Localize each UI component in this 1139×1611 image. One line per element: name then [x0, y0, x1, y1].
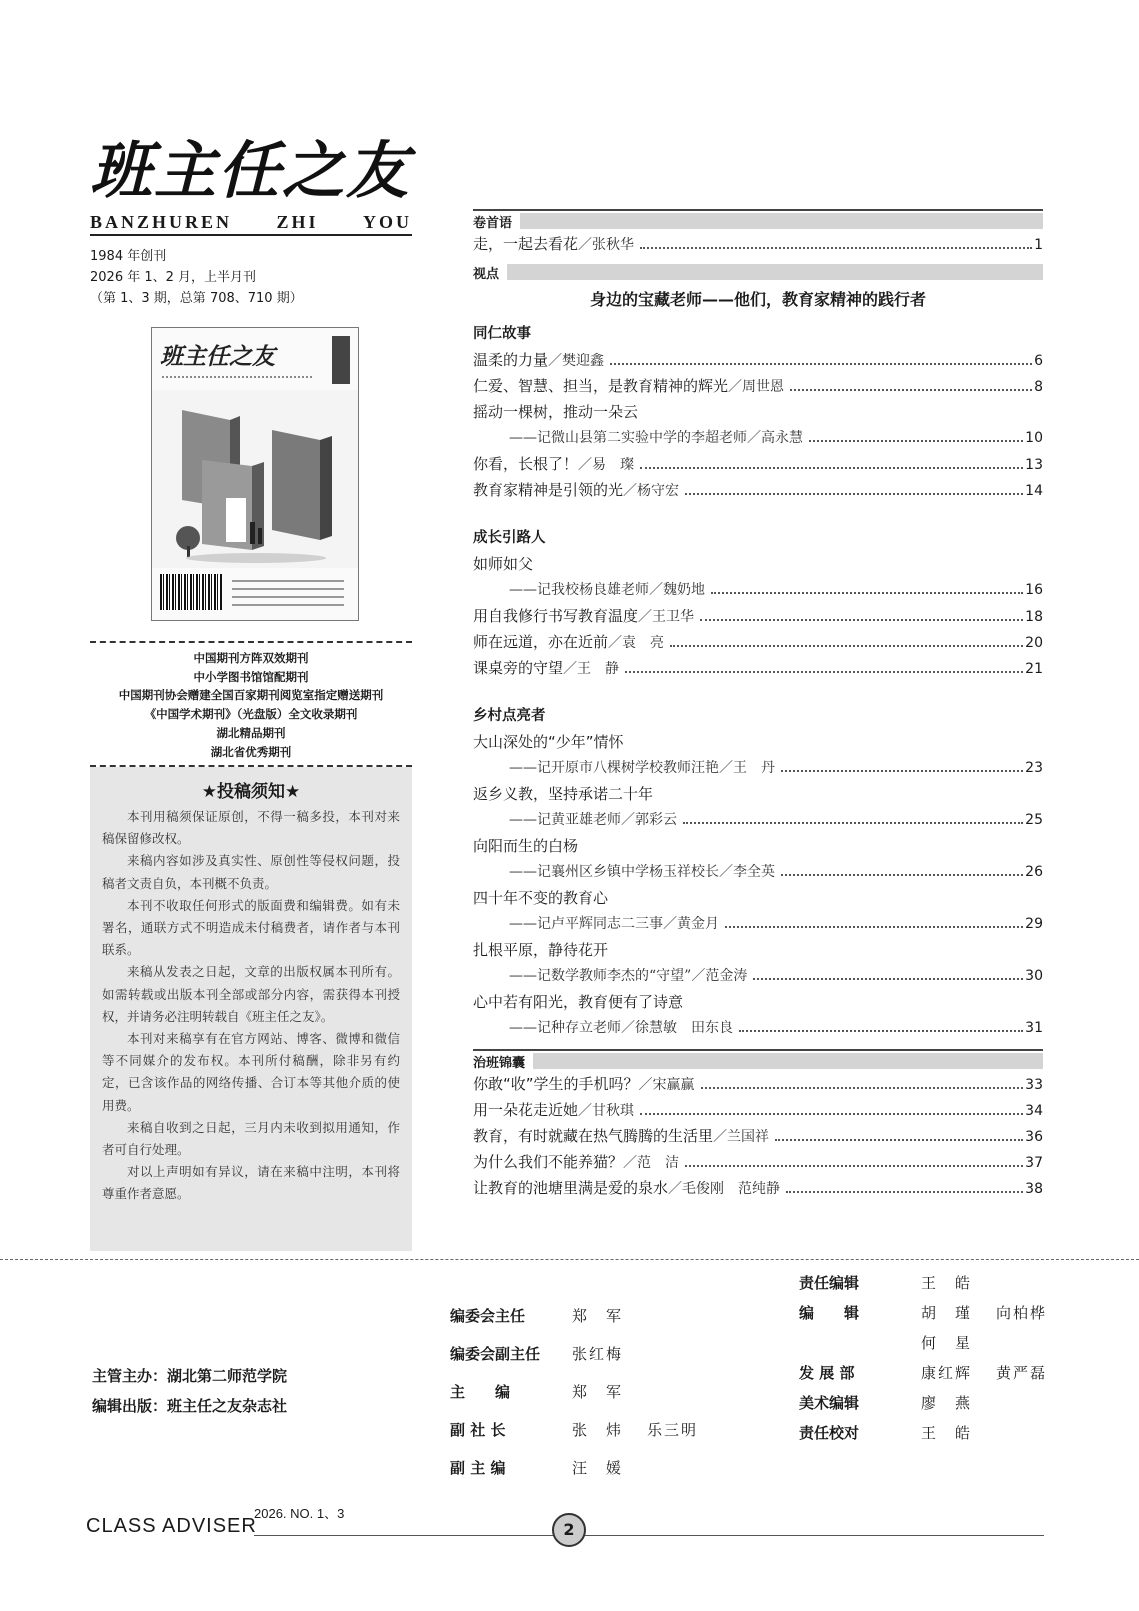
entry-title[interactable]: 向阳而生的白杨 — [473, 837, 579, 855]
entry-author: 周世恩 — [742, 379, 785, 395]
entry-page: 34 — [1025, 1103, 1043, 1119]
staff-role: 主 编 — [450, 1383, 511, 1401]
cover-barcode — [160, 574, 222, 610]
entry-page: 33 — [1025, 1077, 1043, 1093]
entry-subtitle: ——记黄亚雄老师 — [509, 812, 621, 828]
staff-name: 胡 瑾 — [921, 1304, 973, 1322]
section-tag: 治班锦囊 — [473, 1055, 526, 1071]
cover-fine-print — [232, 580, 344, 610]
entry-author: 范 洁 — [637, 1155, 680, 1171]
notice-paragraph: 来稿内容如涉及真实性、原创性等侵权问题，投稿者文责自负，本刊概不负责。 — [102, 853, 400, 891]
staff-row — [799, 1268, 1047, 1298]
staff-role: 责任校对 — [799, 1424, 860, 1442]
entry-author: 宋赢赢 — [652, 1077, 695, 1093]
footer-rule — [254, 1535, 1044, 1536]
footer-magazine-name: CLASS ADVISER — [86, 1515, 257, 1537]
staff-name: 向柏桦 — [996, 1304, 1048, 1322]
entry-subtitle: ——记微山县第二实验中学的李超老师 — [509, 430, 747, 446]
entry-page: 18 — [1025, 609, 1043, 625]
honor-item: 《中国学术期刊》（光盘版）全文收录期刊 — [144, 707, 358, 722]
entry-author: 范金涛 — [705, 968, 748, 984]
subsection-heading: 同仁故事 — [473, 326, 531, 342]
staff-row — [450, 1335, 698, 1373]
staff-name: 何 星 — [921, 1334, 973, 1352]
staff-name: 张 炜 — [572, 1421, 624, 1439]
entry-author: 王 静 — [577, 661, 620, 677]
entry-page: 31 — [1025, 1020, 1043, 1036]
staff-role: 副 主 编 — [450, 1459, 506, 1477]
pinyin-part-2: ZHI — [276, 212, 319, 232]
submission-notice — [90, 767, 412, 1251]
section-tag: 视点 — [473, 266, 500, 282]
staff-row — [799, 1388, 1047, 1418]
honor-item: 中国期刊方阵双效期刊 — [193, 651, 309, 665]
issue-date: 2026 年 1、2 月，上半月刊 — [90, 270, 257, 285]
staff-role: 责任编辑 — [799, 1274, 860, 1292]
toc-entry[interactable]: ——记襄州区乡镇中学杨玉祥校长 ／ 李全英 26 — [473, 859, 1043, 885]
issue-number: （第 1、3 期，总第 708、710 期） — [90, 291, 303, 306]
toc-entry[interactable]: 教育家精神是引领的光 ／ 杨守宏 14 — [473, 477, 1043, 503]
entry-title: 师在远道，亦在近前 — [473, 633, 609, 651]
page-footer — [86, 1503, 1046, 1543]
footer-divider — [0, 1259, 1139, 1260]
magazine-logo: 班主任之友 — [90, 134, 411, 207]
staff-row — [799, 1328, 1047, 1358]
entry-page: 23 — [1025, 760, 1043, 776]
staff-name: 廖 燕 — [921, 1394, 973, 1412]
subsection-heading: 乡村点亮者 — [473, 708, 546, 724]
entry-title: 你看，长根了！ — [473, 455, 579, 473]
entry-title[interactable]: 返乡义教，坚持承诺二十年 — [473, 785, 654, 803]
entry-subtitle: ——记卢平辉同志二三事 — [509, 916, 663, 932]
notice-title: ★投稿须知★ — [201, 782, 301, 802]
staff-name: 王 皓 — [921, 1424, 973, 1442]
toc-entry[interactable]: 教育，有时就藏在热气腾腾的生活里 ／ 兰国祥 36 — [473, 1123, 1043, 1149]
staff-row — [799, 1298, 1047, 1328]
entry-page: 20 — [1025, 635, 1043, 651]
notice-paragraph: 本刊不收取任何形式的版面费和编辑费。如有未署名，通联方式不明造成未付稿费者，请作者与本刊联系。 — [102, 897, 400, 958]
entry-author: 李全英 — [733, 864, 775, 880]
entry-title: 教育家精神是引领的光 — [473, 481, 624, 499]
staff-name: 乐三明 — [647, 1421, 699, 1439]
staff-role — [799, 1328, 921, 1358]
staff-name: 黄严磊 — [996, 1364, 1048, 1382]
entry-page: 38 — [1025, 1181, 1043, 1197]
entry-subtitle: ——记开原市八棵树学校教师汪艳 — [509, 760, 719, 776]
toc-entry[interactable]: 仁爱、智慧、担当，是教育精神的辉光 ／ 周世恩 8 — [473, 373, 1043, 399]
entry-title: 仁爱、智慧、担当，是教育精神的辉光 — [473, 377, 729, 395]
entry-author: 黄金月 — [677, 916, 719, 932]
entry-title: 让教育的池塘里满是爱的泉水 — [473, 1179, 669, 1197]
toc-entry[interactable]: 为什么我们不能养猫？ ／ 范 洁 37 — [473, 1149, 1043, 1175]
entry-author: 樊迎鑫 — [562, 353, 605, 369]
entry-page: 6 — [1034, 353, 1043, 369]
honor-item: 中小学图书馆馆配期刊 — [193, 669, 309, 684]
table-of-contents — [473, 205, 1043, 1201]
entry-author: 张秋华 — [592, 237, 635, 253]
entry-page: 30 — [1025, 968, 1043, 984]
toc-entry[interactable]: ——记开原市八棵树学校教师汪艳 ／ 王 丹 23 — [473, 755, 1043, 781]
entry-author: 王 丹 — [733, 760, 775, 776]
staff-role: 编 辑 — [799, 1304, 860, 1322]
section-tag: 卷首语 — [473, 215, 513, 231]
entry-subtitle: ——记我校杨良雄老师 — [509, 582, 649, 598]
entry-page: 13 — [1025, 457, 1043, 473]
toc-entry[interactable]: 你敢“收”学生的手机吗？ ／ 宋赢赢 33 — [473, 1071, 1043, 1097]
cover-logo: 班主任之友 — [160, 343, 275, 370]
notice-paragraph: 来稿自收到之日起，三月内未收到拟用通知，作者可自行处理。 — [102, 1119, 400, 1158]
staff-role: 编委会副主任 — [450, 1345, 541, 1363]
pinyin-part-1: BANZHUREN — [90, 212, 233, 232]
staff-row — [799, 1358, 1047, 1388]
entry-title: 为什么我们不能养猫？ — [473, 1153, 624, 1171]
toc-entry[interactable]: 用一朵花走近她 ／ 甘秋琪 34 — [473, 1097, 1043, 1123]
entry-page: 16 — [1025, 582, 1043, 598]
entry-title[interactable]: 大山深处的“少年”情怀 — [473, 733, 624, 751]
publication-info — [90, 246, 412, 309]
entry-author: 毛俊刚 范纯静 — [682, 1181, 781, 1197]
entry-page: 36 — [1025, 1129, 1043, 1145]
toc-entry[interactable]: 温柔的力量 ／ 樊迎鑫 6 — [473, 347, 1043, 373]
staff-role: 美术编辑 — [799, 1394, 860, 1412]
entry-title: 用自我修行书写教育温度 — [473, 607, 639, 625]
entry-subtitle: ——记种存立老师 — [509, 1020, 621, 1036]
cover-issue-badge — [332, 336, 350, 384]
cover-illustration — [152, 390, 359, 568]
toc-entry[interactable]: ——记种存立老师 ／ 徐慧敏 田东良 31 — [473, 1015, 1043, 1041]
entry-page: 8 — [1034, 379, 1043, 395]
editorial-board — [450, 1297, 698, 1487]
staff-name: 汪 媛 — [572, 1459, 624, 1477]
cover-stripe — [162, 376, 312, 380]
entry-title[interactable]: 如师如父 — [473, 555, 534, 573]
entry-page: 10 — [1025, 430, 1043, 446]
staff-name: 张红梅 — [572, 1345, 624, 1363]
entry-page: 1 — [1034, 237, 1043, 253]
staff-role: 副 社 长 — [450, 1421, 506, 1439]
staff-name: 康红辉 — [921, 1364, 973, 1382]
entry-page: 37 — [1025, 1155, 1043, 1171]
staff-name: 郑 军 — [572, 1307, 624, 1325]
notice-paragraph: 对以上声明如有异议，请在来稿中注明，本刊将尊重作者意愿。 — [102, 1164, 400, 1202]
entry-title[interactable]: 四十年不变的教育心 — [473, 889, 609, 907]
entry-author: 杨守宏 — [637, 483, 680, 499]
section-bar-shidian — [473, 261, 1043, 283]
section-bar-juanshouyu — [473, 209, 1043, 231]
entry-author: 甘秋琪 — [592, 1103, 635, 1119]
publisher: 编辑出版：班主任之友杂志社 — [92, 1397, 288, 1415]
organization-info — [92, 1361, 287, 1421]
entry-title: 教育，有时就藏在热气腾腾的生活里 — [473, 1127, 714, 1145]
footer-issue: 2026. NO. 1、3 — [254, 1506, 345, 1521]
pinyin-part-3: YOU — [363, 212, 412, 232]
toc-entry[interactable]: ——记卢平辉同志二三事 ／ 黄金月 29 — [473, 911, 1043, 937]
entry-title: 你敢“收”学生的手机吗？ — [473, 1075, 639, 1093]
entry-subtitle: ——记襄州区乡镇中学杨玉祥校长 — [509, 864, 719, 880]
entry-title: 用一朵花走近她 — [473, 1101, 579, 1119]
honors-list — [90, 641, 412, 767]
page-number: 2 — [552, 1513, 586, 1547]
staff-row — [799, 1418, 1047, 1448]
staff-row — [450, 1297, 698, 1335]
entry-page: 21 — [1025, 661, 1043, 677]
magazine-pinyin — [90, 212, 412, 236]
entry-title[interactable]: 心中若有阳光，教育便有了诗意 — [473, 993, 684, 1011]
entry-author: 易 璨 — [592, 457, 635, 473]
entry-title: 温柔的力量 — [473, 351, 549, 369]
toc-entry[interactable]: ——记数学教师李杰的“守望” ／ 范金涛 30 — [473, 963, 1043, 989]
honor-item: 湖北精品期刊 — [216, 725, 286, 740]
staff-row — [450, 1411, 698, 1449]
toc-entry[interactable]: ——记我校杨良雄老师 ／ 魏奶地 16 — [473, 577, 1043, 603]
feature-title: 身边的宝藏老师——他们，教育家精神的践行者 — [589, 290, 926, 309]
entry-author: 魏奶地 — [663, 582, 705, 598]
staff-row — [450, 1373, 698, 1411]
subsection-heading: 成长引路人 — [473, 530, 546, 546]
entry-author: 王卫华 — [652, 609, 695, 625]
notice-paragraph: 本刊用稿须保证原创，不得一稿多投，本刊对来稿保留修改权。 — [102, 809, 400, 847]
toc-entry[interactable]: 走，一起去看花 ／ 张秋华 1 — [473, 231, 1043, 257]
entry-author: 高永慧 — [761, 430, 803, 446]
honor-item: 湖北省优秀期刊 — [210, 744, 292, 759]
entry-author: 徐慧敏 田东良 — [635, 1020, 733, 1036]
notice-paragraph: 本刊对来稿享有在官方网站、博客、微博和微信等不同媒介的发布权。本刊所付稿酬，除非另有约定，已含该作品的网络传播、合订本等其他介质的使用费。 — [102, 1031, 400, 1113]
toc-entry[interactable]: 你看，长根了！ ／ 易 璨 13 — [473, 451, 1043, 477]
entry-title: 走，一起去看花 — [473, 235, 579, 253]
entry-title: 课桌旁的守望 — [473, 659, 564, 677]
toc-entry[interactable]: ——记黄亚雄老师 ／ 郭彩云 25 — [473, 807, 1043, 833]
section-bar-zhibanjinnang — [473, 1049, 1043, 1071]
cover-image — [151, 327, 359, 621]
entry-title[interactable]: 扎根平原，静待花开 — [473, 941, 609, 959]
editorial-staff — [799, 1268, 1047, 1448]
staff-name: 王 皓 — [921, 1274, 973, 1292]
honor-item: 中国期刊协会赠建全国百家期刊阅览室指定赠送期刊 — [118, 688, 384, 703]
toc-entry[interactable]: 师在远道，亦在近前 ／ 袁 亮 20 — [473, 629, 1043, 655]
toc-entry[interactable]: 课桌旁的守望 ／ 王 静 21 — [473, 655, 1043, 681]
entry-page: 26 — [1025, 864, 1043, 880]
staff-role: 发 展 部 — [799, 1364, 855, 1382]
entry-author: 袁 亮 — [622, 635, 665, 651]
notice-paragraph: 来稿从发表之日起，文章的出版权属本刊所有。如需转载或出版本刊全部或部分内容，需获得本刊授权，并请务必注明转载自《班主任之友》。 — [102, 964, 400, 1024]
entry-page: 29 — [1025, 916, 1043, 932]
toc-entry[interactable]: 用自我修行书写教育温度 ／ 王卫华 18 — [473, 603, 1043, 629]
entry-page: 14 — [1025, 483, 1043, 499]
staff-row — [450, 1449, 698, 1487]
founded-year: 1984 年创刊 — [90, 249, 167, 264]
sponsor: 主管主办：湖北第二师范学院 — [92, 1367, 288, 1385]
entry-author: 郭彩云 — [635, 812, 677, 828]
toc-entry[interactable]: ——记微山县第二实验中学的李超老师 ／ 高永慧 10 — [473, 425, 1043, 451]
staff-role: 编委会主任 — [450, 1307, 526, 1325]
staff-name: 郑 军 — [572, 1383, 624, 1401]
entry-title[interactable]: 摇动一棵树，推动一朵云 — [473, 403, 639, 421]
entry-author: 兰国祥 — [727, 1129, 770, 1145]
masthead — [90, 130, 412, 309]
toc-entry[interactable]: 让教育的池塘里满是爱的泉水 ／ 毛俊刚 范纯静 38 — [473, 1175, 1043, 1201]
entry-page: 25 — [1025, 812, 1043, 828]
entry-subtitle: ——记数学教师李杰的“守望” — [509, 968, 692, 984]
